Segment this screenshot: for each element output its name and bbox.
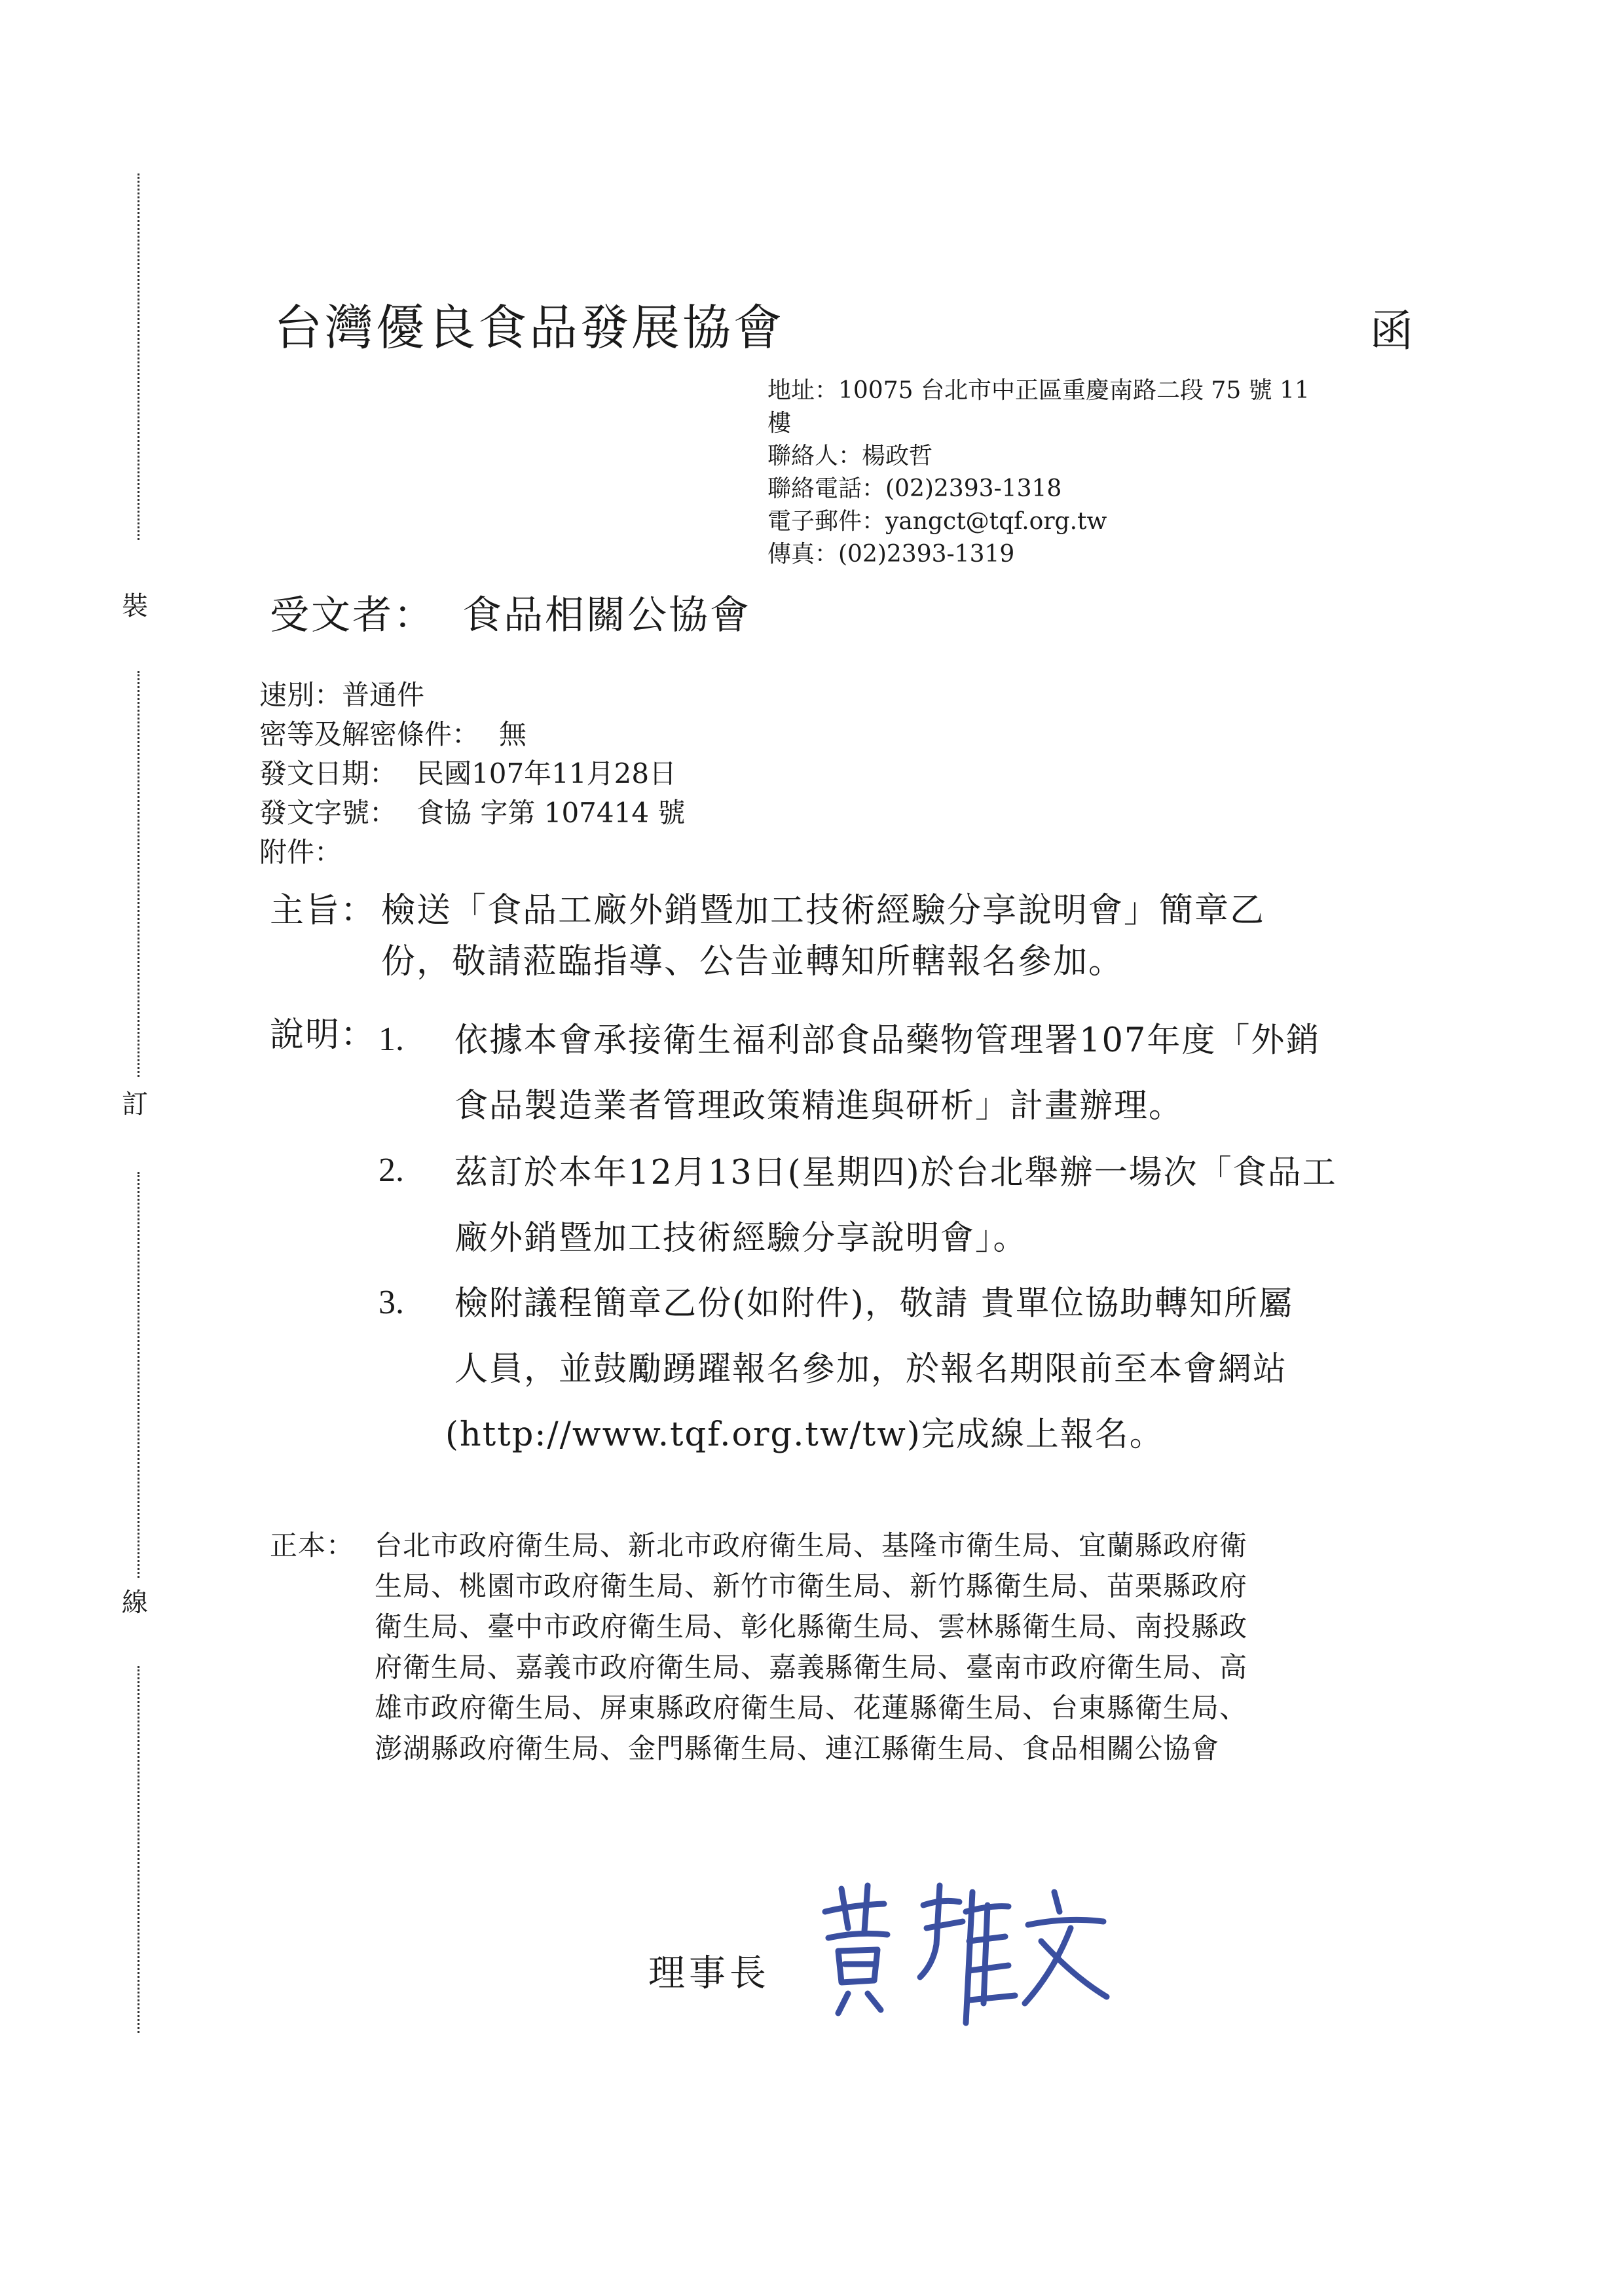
explanation-item-1-line-2: 食品製造業者管理政策精進與研析」計畫辦理。 bbox=[454, 1087, 1184, 1125]
secret-value: 無 bbox=[499, 718, 527, 750]
cc-label: 正本： bbox=[270, 1529, 355, 1561]
speed-value: 普通件 bbox=[342, 679, 425, 711]
explanation-item-3-text bbox=[445, 1271, 1294, 1468]
document-type: 函 bbox=[1370, 306, 1413, 356]
speed-label: 速別： bbox=[259, 679, 342, 711]
date-value: 民國107年11月28日 bbox=[416, 757, 677, 790]
explanation-item-1-text bbox=[454, 1008, 1320, 1139]
binding-dotted-line-mid2 bbox=[138, 1172, 139, 1578]
attachment-label: 附件： bbox=[259, 836, 342, 868]
cc-line: 雄市政府衛生局、屏東縣政府衛生局、花蓮縣衛生局、台東縣衛生局、 bbox=[375, 1692, 1248, 1724]
cc-line: 澎湖縣政府衛生局、金門縣衛生局、連江縣衛生局、食品相關公協會 bbox=[375, 1732, 1220, 1764]
meta-attachment bbox=[259, 833, 685, 872]
cc-lines bbox=[375, 1525, 1247, 1769]
binding-dotted-line-bottom bbox=[138, 1666, 139, 2033]
meta-speed bbox=[259, 676, 685, 715]
contact-block bbox=[767, 374, 1310, 571]
handwritten-signature bbox=[812, 1866, 1113, 2036]
cc-line: 台北市政府衛生局、新北市政府衛生局、基隆市衛生局、宜蘭縣政府衛 bbox=[375, 1529, 1248, 1561]
cc-line: 生局、桃園市政府衛生局、新竹市衛生局、新竹縣衛生局、苗栗縣政府 bbox=[375, 1570, 1248, 1602]
explanation-item-3-line-3: (http://www.tqf.org.tw/tw)完成線上報名。 bbox=[445, 1415, 1164, 1454]
date-label: 發文日期： bbox=[259, 757, 397, 790]
subject-label: 主旨： bbox=[270, 891, 377, 930]
binding-char-ding: 訂 bbox=[122, 1089, 148, 1120]
binding-dotted-line-top bbox=[138, 173, 139, 540]
explanation-item-3-number: 3. bbox=[378, 1284, 404, 1321]
address-line-2: 樓 bbox=[767, 410, 792, 437]
explanation-item-2-line-2: 廠外銷暨加工技術經驗分享說明會」。 bbox=[454, 1219, 1028, 1258]
cc-line: 衛生局、臺中市政府衛生局、彰化縣衛生局、雲林縣衛生局、南投縣政 bbox=[375, 1611, 1248, 1643]
meta-number bbox=[259, 793, 685, 833]
explanation-item-2-text bbox=[454, 1140, 1337, 1271]
secret-label: 密等及解密條件： bbox=[259, 718, 480, 750]
explanation-item-1-line-1: 依據本會承接衛生福利部食品藥物管理署107年度「外銷 bbox=[454, 1021, 1321, 1060]
meta-secret bbox=[259, 715, 685, 754]
cc-line: 府衛生局、嘉義市政府衛生局、嘉義縣衛生局、臺南市政府衛生局、高 bbox=[375, 1651, 1248, 1683]
subject-block bbox=[270, 885, 1265, 987]
recipient-line bbox=[270, 584, 751, 640]
chairman-title: 理事長 bbox=[648, 1952, 770, 1995]
recipient-value: 食品相關公協會 bbox=[462, 592, 751, 638]
explanation-item-2-line-1: 茲訂於本年12月13日(星期四)於台北舉辦一場次「食品工 bbox=[454, 1154, 1337, 1192]
explanation-item-1-number: 1. bbox=[378, 1021, 404, 1058]
explanation-item-3-line-2: 人員，並鼓勵踴躍報名參加，於報名期限前至本會網站 bbox=[454, 1350, 1288, 1389]
binding-char-xian: 線 bbox=[122, 1588, 148, 1618]
explanation-label: 說明： bbox=[270, 1015, 377, 1055]
address-line-1: 地址：10075 台北市中正區重慶南路二段 75 號 11 bbox=[767, 377, 1310, 404]
subject-line-1: 檢送「食品工廠外銷暨加工技術經驗分享說明會」簡章乙 bbox=[381, 891, 1266, 930]
binding-char-zhuang: 裝 bbox=[122, 591, 148, 621]
explanation-item-2-number: 2. bbox=[378, 1152, 404, 1189]
meta-block bbox=[259, 676, 685, 872]
organization-name: 台灣優良食品發展協會 bbox=[274, 300, 784, 356]
explanation-item-3-line-1: 檢附議程簡章乙份(如附件)，敬請 貴單位協助轉知所屬 bbox=[454, 1285, 1294, 1323]
binding-dotted-line-mid1 bbox=[138, 671, 139, 1077]
number-value: 食協 字第 107414 號 bbox=[416, 797, 686, 829]
contact-fax: 傳真：(02)2393-1319 bbox=[767, 541, 1015, 568]
contact-phone: 聯絡電話：(02)2393-1318 bbox=[767, 475, 1062, 502]
number-label: 發文字號： bbox=[259, 797, 397, 829]
subject-line-2: 份，敬請蒞臨指導、公告並轉知所轄報名參加。 bbox=[381, 942, 1124, 981]
meta-date bbox=[259, 754, 685, 793]
recipient-label: 受文者： bbox=[270, 592, 435, 638]
contact-email: 電子郵件：yangct@tqf.org.tw bbox=[767, 508, 1107, 535]
contact-person: 聯絡人：楊政哲 bbox=[767, 443, 933, 469]
